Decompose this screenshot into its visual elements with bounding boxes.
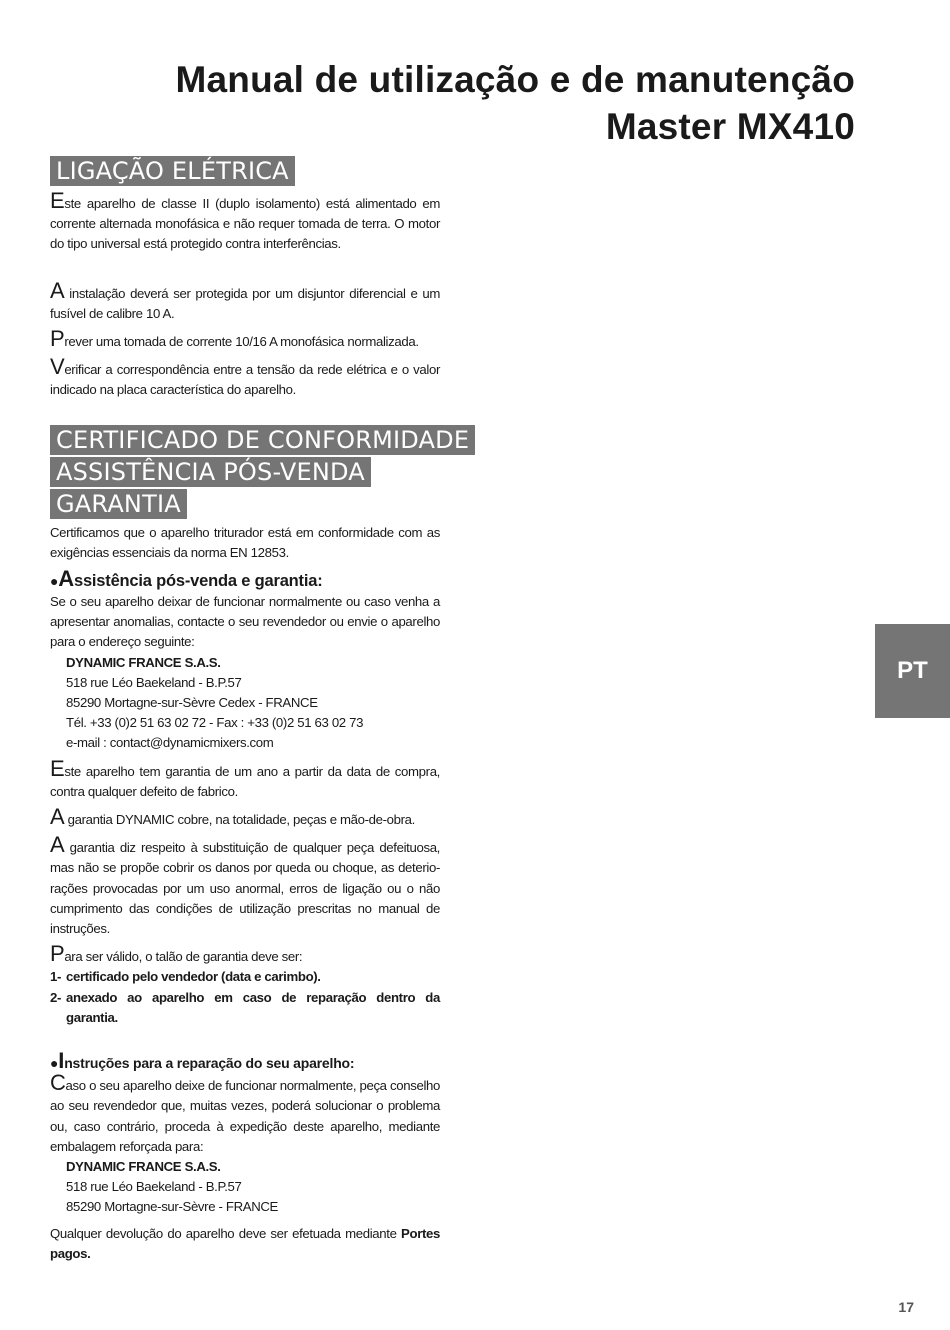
section-heading-group xyxy=(50,425,470,519)
paragraph-class-ii: Este aparelho de classe II (duplo isolamento) está alimentado em corrente alternada monofásica e não requer tomada de terra. O motor do tipo universal está protegido contra interferências. xyxy=(50,188,440,252)
subheading-after-sales: ●Assistência pós-venda e garantia: xyxy=(50,566,323,592)
section-heading-after-sales: ASSISTÊNCIA PÓS-VENDA xyxy=(50,457,371,487)
list-item: 2- anexado ao aparelho em caso de reparação dentro da garantia. xyxy=(50,989,440,1025)
warranty-list xyxy=(50,967,440,1028)
address-city: 85290 Mortagne-sur-Sèvre Cedex - FRANCE xyxy=(66,695,318,711)
section-heading-warranty: GARANTIA xyxy=(50,489,187,519)
paragraph-return: Qualquer devolução do aparelho deve ser efetuada mediante Portes pagos. xyxy=(50,1225,440,1261)
title-line-2: Master MX410 xyxy=(605,106,855,147)
bullet-icon: ● xyxy=(50,573,59,590)
address-street: 518 rue Léo Baekeland - B.P.57 xyxy=(66,674,242,690)
paragraph-warranty-scope: A garantia diz respeito à substituição de qualquer peça defeituosa, mas não se propõe cobrir os danos por queda ou choque, as deterio-rações provocadas por um uso anormal, erros de ligação ou o não cumprimento das condições de utilização prescritas no manual de instruções. xyxy=(50,832,440,937)
address-company: DYNAMIC FRANCE S.A.S. xyxy=(66,654,221,670)
main-column xyxy=(50,156,470,1264)
address-email: e-mail : contact@dynamicmixers.com xyxy=(66,735,274,751)
address-company: DYNAMIC FRANCE S.A.S. xyxy=(66,1158,221,1174)
paragraph-repair: Caso o seu aparelho deixe de funcionar normalmente, peça conselho ao seu revendedor que, muitas vezes, poderá solucionar o problema ou, caso contrário, proceda à expedição deste aparelho, mediante embalagem reforçada para: xyxy=(50,1070,440,1154)
list-item: 1- certificado pelo vendedor (data e carimbo). xyxy=(50,969,321,985)
page-number: 17 xyxy=(898,1299,914,1315)
paragraph-conformity: Certificamos que o aparelho triturador está em conformidade com as exigências essenciais da norma EN 12853. xyxy=(50,524,440,560)
title-line-1: Manual de utilização e de manutenção xyxy=(175,59,855,100)
bullet-icon: ● xyxy=(50,1055,59,1072)
paragraph-warranty-coverage: A garantia DYNAMIC cobre, na totalidade, peças e mão-de-obra. xyxy=(50,804,415,830)
subheading-repair: ●Instruções para a reparação do seu aparelho: xyxy=(50,1048,355,1074)
paragraph-warranty-year: Este aparelho tem garantia de um ano a partir da data de compra, contra qualquer defeito de fabrico. xyxy=(50,755,440,799)
paragraph-warranty-validity: Para ser válido, o talão de garantia deve ser: xyxy=(50,941,303,967)
paragraph-socket: Prever uma tomada de corrente 10/16 A monofásica normalizada. xyxy=(50,326,419,352)
address-phone: Tél. +33 (0)2 51 63 02 72 - Fax : +33 (0)2 51 63 02 73 xyxy=(66,715,364,731)
paragraph-installation: A instalação deverá ser protegida por um disjuntor diferencial e um fusível de calibre 10 A. xyxy=(50,277,440,321)
address-city: 85290 Mortagne-sur-Sèvre - FRANCE xyxy=(66,1199,278,1215)
address-street: 518 rue Léo Baekeland - B.P.57 xyxy=(66,1179,242,1195)
language-tab: PT xyxy=(875,624,950,718)
address-block-2 xyxy=(50,1157,440,1218)
paragraph-voltage: Verificar a correspondência entre a tensão da rede elétrica e o valor indicado na placa característica do aparelho. xyxy=(50,354,440,398)
section-heading-conformity: CERTIFICADO DE CONFORMIDADE xyxy=(50,425,475,455)
address-block-1 xyxy=(50,653,440,754)
paragraph-contact: Se o seu aparelho deixar de funcionar normalmente ou caso venha a apresentar anomalias, contacte o seu revendedor ou envie o aparelho para o endereço seguinte: xyxy=(50,594,440,650)
page-title xyxy=(175,56,855,150)
section-heading-electrical: LIGAÇÃO ELÉTRICA xyxy=(50,156,295,186)
